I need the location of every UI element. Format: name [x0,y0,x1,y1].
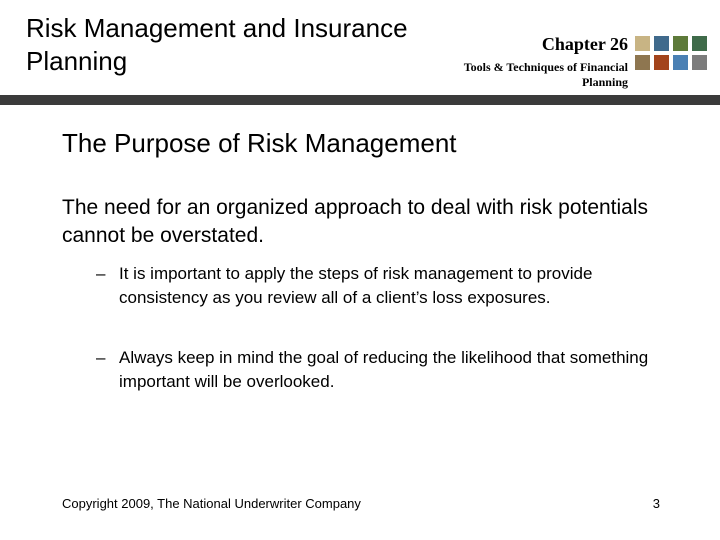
bullet-dash: – [96,348,106,367]
bullet-text: Always keep in mind the goal of reducing the likelihood that something important will be overlooked. [119,348,649,391]
bullet-item [96,346,666,394]
bullet-dash: – [96,264,106,283]
chapter-label: Chapter 26 [541,34,628,54]
section-heading: The Purpose of Risk Management [62,128,457,158]
header-divider-bar [0,95,720,105]
decor-square [635,36,650,51]
decor-square [692,55,707,70]
footer-copyright: Copyright 2009, The National Underwriter Company [62,496,361,511]
decor-square [673,55,688,70]
slide-header-title: Risk Management and Insurance Planning [26,13,408,76]
decorative-squares [635,36,715,72]
decor-square [654,36,669,51]
decor-square [673,36,688,51]
bullet-item [96,262,666,310]
decor-square [692,36,707,51]
decor-square [635,55,650,70]
body-paragraph: The need for an organized approach to deal with risk potentials cannot be overstated. [62,196,649,247]
decor-square [654,55,669,70]
page-number: 3 [652,496,660,511]
bullet-text: It is important to apply the steps of risk management to provide consistency as you review all of a client’s loss exposures. [119,264,593,307]
book-subtitle: Tools & Techniques of Financial Planning [463,60,628,89]
